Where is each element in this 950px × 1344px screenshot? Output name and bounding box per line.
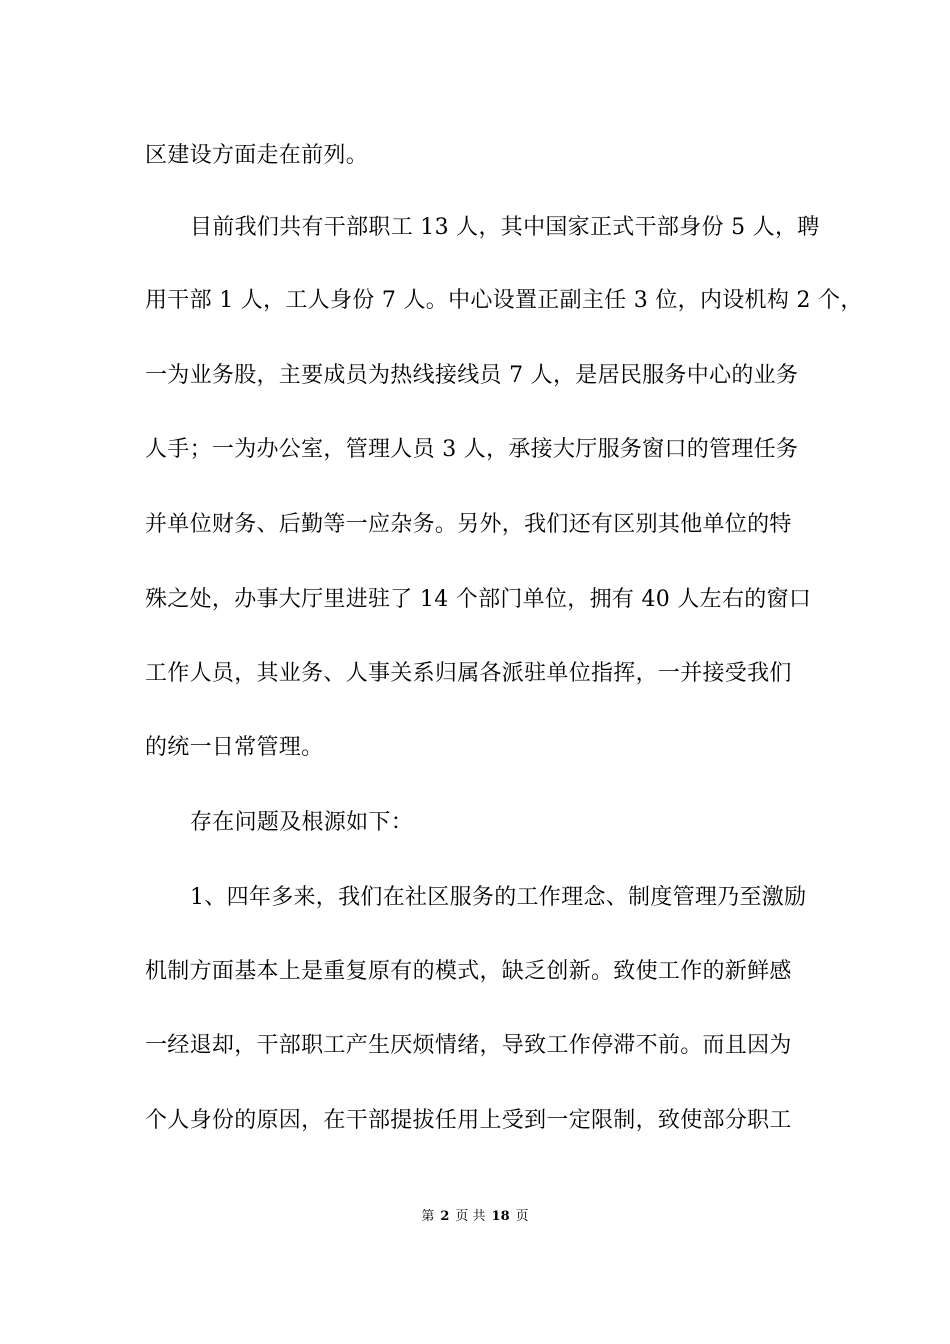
paragraph-line: 一为业务股，主要成员为热线接线员 7 人，是居民服务中心的业务 bbox=[145, 363, 799, 388]
footer-suffix: 页 bbox=[515, 1209, 529, 1224]
paragraph-line: 目前我们共有干部职工 13 人，其中国家正式干部身份 5 人，聘 bbox=[190, 215, 820, 240]
total-pages: 18 bbox=[491, 1209, 510, 1224]
page-footer bbox=[0, 1208, 950, 1226]
paragraph-line: 并单位财务、后勤等一应杂务。另外，我们还有区别其他单位的特 bbox=[145, 512, 792, 537]
footer-prefix: 第 bbox=[421, 1209, 435, 1224]
paragraph-line: 区建设方面走在前列。 bbox=[145, 143, 369, 168]
section-heading: 存在问题及根源如下： bbox=[190, 810, 414, 835]
paragraph-line: 一经退却，干部职工产生厌烦情绪，导致工作停滞不前。而且因为 bbox=[145, 1033, 792, 1058]
paragraph-line: 机制方面基本上是重复原有的模式，缺乏创新。致使工作的新鲜感 bbox=[145, 959, 792, 984]
paragraph-line: 用干部 1 人，工人身份 7 人。中心设置正副主任 3 位，内设机构 2 个， bbox=[145, 288, 863, 313]
paragraph-line: 人手；一为办公室，管理人员 3 人，承接大厅服务窗口的管理任务 bbox=[145, 437, 799, 462]
paragraph-line: 个人身份的原因，在干部提拔任用上受到一定限制，致使部分职工 bbox=[145, 1108, 792, 1133]
page-number: 2 bbox=[440, 1209, 450, 1224]
footer-middle: 页 共 bbox=[455, 1209, 486, 1224]
paragraph-line: 工作人员，其业务、人事关系归属各派驻单位指挥，一并接受我们 bbox=[145, 661, 792, 686]
paragraph-line: 1、四年多来，我们在社区服务的工作理念、制度管理乃至激励 bbox=[190, 885, 807, 910]
paragraph-line: 的统一日常管理。 bbox=[145, 735, 324, 760]
paragraph-line: 殊之处，办事大厅里进驻了 14 个部门单位，拥有 40 人左右的窗口 bbox=[145, 587, 812, 612]
